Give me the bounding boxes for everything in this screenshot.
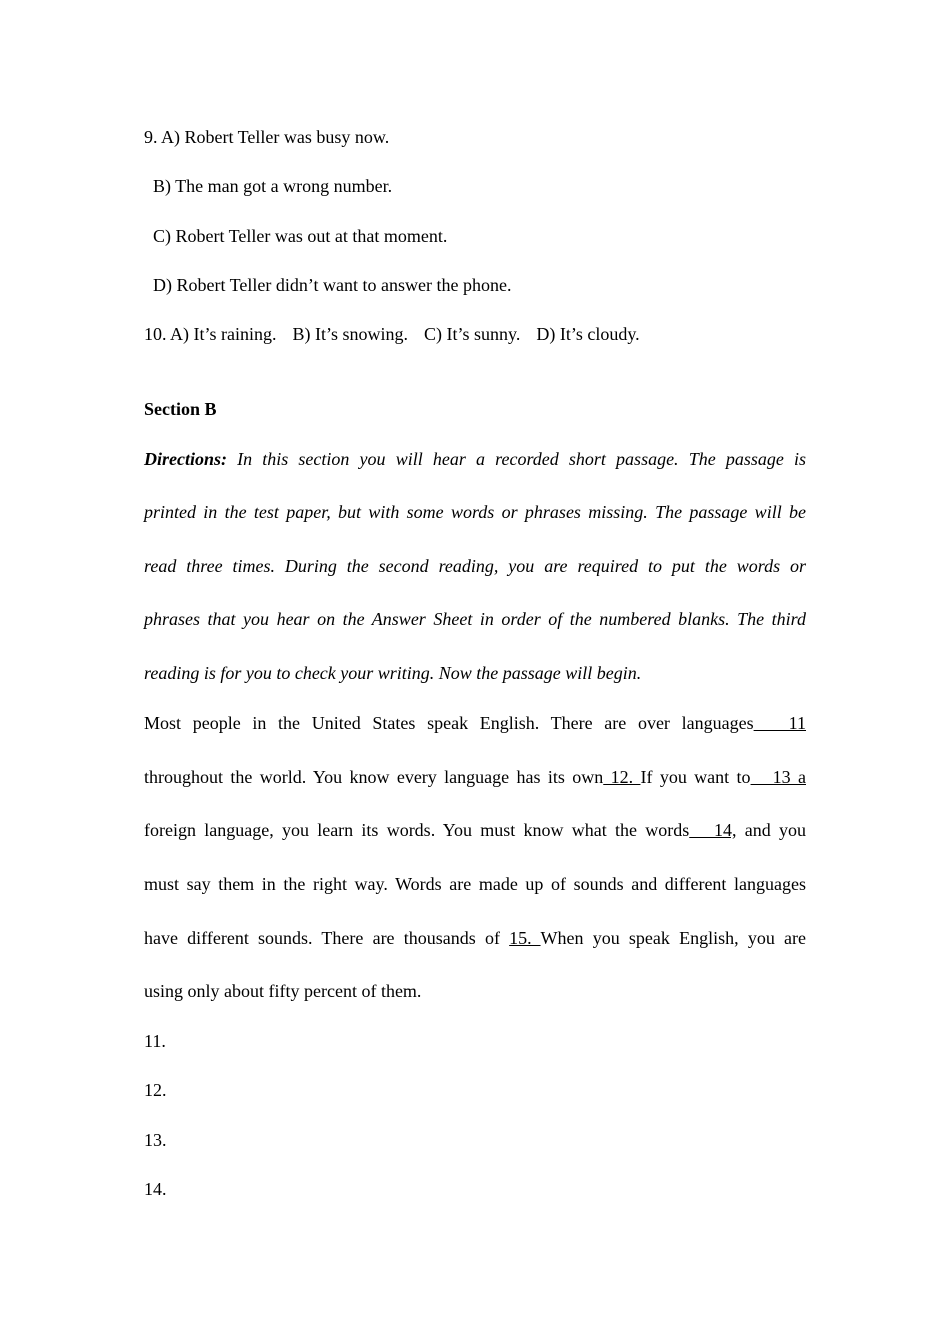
passage-text: Most people in the United States speak English. There are over languages: [144, 713, 754, 733]
passage-text: and you: [736, 820, 806, 840]
passage-line-2: [144, 766, 806, 788]
directions-line-1: [144, 448, 806, 470]
q9-option-c: C) Robert Teller was out at that moment.: [153, 226, 448, 246]
blank-11: 11: [753, 713, 806, 733]
answer-number-14: 14.: [144, 1179, 167, 1199]
q10-option-b: B) It’s snowing.: [292, 324, 409, 344]
q9-option-b: B) The man got a wrong number.: [153, 176, 393, 196]
passage-line-1: [144, 712, 806, 734]
answer-number-11: 11.: [144, 1031, 166, 1051]
passage-text: When you speak English, you are: [540, 928, 806, 948]
directions-line-2: printed in the test paper, but with some words or phrases missing. The passage will be: [144, 502, 806, 522]
answer-number-13: 13.: [144, 1130, 167, 1150]
directions-line-4: phrases that you hear on the Answer Sheet in order of the numbered blanks. The third: [144, 609, 806, 629]
q10-options: [144, 323, 806, 345]
directions-line-3: read three times. During the second reading, you are required to put the words or: [144, 556, 806, 576]
passage-text: If you want to: [640, 767, 751, 787]
answer-number-12: 12.: [144, 1080, 167, 1100]
directions-text-1: In this section you will hear a recorded short passage. The passage is: [227, 449, 806, 469]
passage-line-3: [144, 819, 806, 841]
q10-option-a: 10. A) It’s raining.: [144, 324, 277, 344]
blank-12: 12.: [603, 767, 641, 787]
passage-text: have different sounds. There are thousands of: [144, 928, 510, 948]
passage-line-4: must say them in the right way. Words are made up of sounds and different languages: [144, 874, 806, 894]
q9-option-a: 9. A) Robert Teller was busy now.: [144, 127, 390, 147]
passage-text: throughout the world. You know every language has its own: [144, 767, 604, 787]
blank-13: 13 a: [750, 767, 806, 787]
q10-option-c: C) It’s sunny.: [424, 324, 521, 344]
q10-option-d: D) It’s cloudy.: [536, 324, 640, 344]
q9-option-d: D) Robert Teller didn’t want to answer the phone.: [153, 275, 512, 295]
passage-line-5: [144, 927, 806, 949]
directions-label: Directions:: [144, 449, 227, 469]
passage-line-6: using only about fifty percent of them.: [144, 981, 422, 1001]
directions-line-5: reading is for you to check your writing. Now the passage will begin.: [144, 663, 642, 683]
section-b-heading: Section B: [144, 399, 217, 419]
blank-15: 15.: [509, 928, 541, 948]
passage-text: foreign language, you learn its words. You must know what the words: [144, 820, 690, 840]
blank-14: 14,: [689, 820, 737, 840]
